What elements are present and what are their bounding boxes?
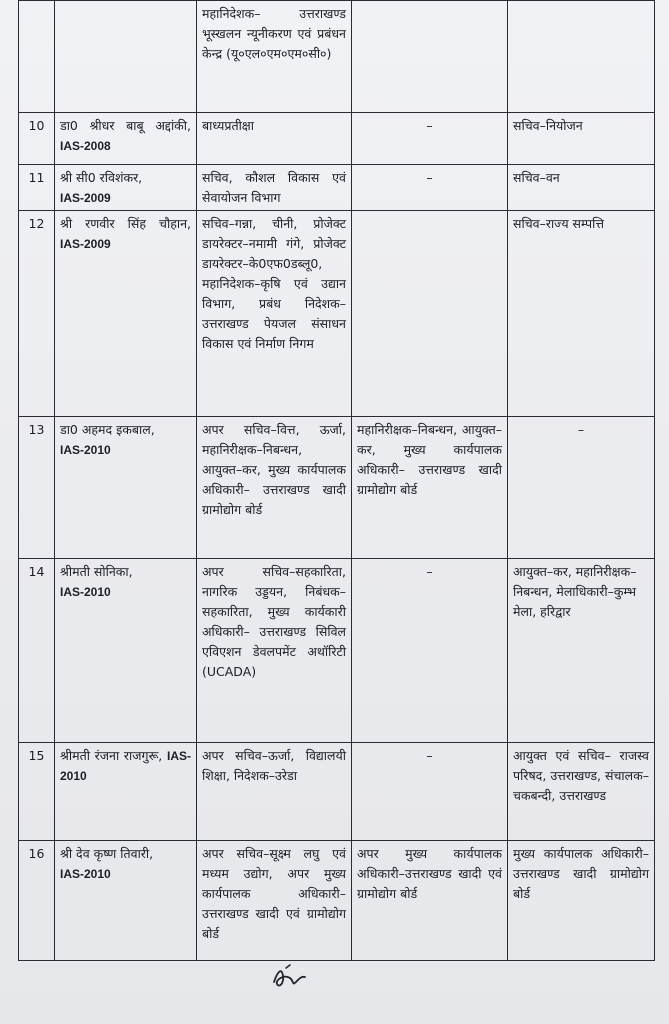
officer-name-text: श्री रणवीर सिंह चौहान, — [60, 216, 191, 231]
table-row — [19, 417, 655, 559]
serial-number — [19, 1, 55, 113]
table-row — [19, 841, 655, 961]
officer-transfer-table — [18, 0, 655, 961]
officer-name — [55, 417, 197, 559]
ias-batch: IAS-2009 — [60, 237, 111, 251]
posts-relieved — [352, 211, 508, 417]
officer-name-text: डा0 अहमद इकबाल, — [60, 422, 155, 437]
officer-name — [55, 743, 197, 841]
serial-number: 10 — [19, 113, 55, 165]
posts-relieved: – — [352, 113, 508, 165]
current-post: सचिव, कौशल विकास एवं सेवायोजन विभाग — [197, 165, 352, 211]
serial-number: 14 — [19, 559, 55, 743]
new-post: सचिव–राज्य सम्पत्ति — [508, 211, 655, 417]
officer-name-text: श्री सी0 रविशंकर, — [60, 170, 143, 185]
officer-name-text: डा0 श्रीधर बाबू अद्दांकी, — [60, 118, 191, 133]
ias-batch: IAS-2010 — [60, 585, 111, 599]
table-row — [19, 211, 655, 417]
posts-relieved: – — [352, 743, 508, 841]
officer-name — [55, 841, 197, 961]
serial-number: 12 — [19, 211, 55, 417]
ias-batch: IAS-2010 — [60, 867, 111, 881]
new-post: मुख्य कार्यपालक अधिकारी–उत्तराखण्ड खादी ग्रामोद्योग बोर्ड — [508, 841, 655, 961]
posts-relieved: अपर मुख्य कार्यपालक अधिकारी–उत्तराखण्ड खादी एवं ग्रामोद्योग बोर्ड — [352, 841, 508, 961]
officer-name — [55, 559, 197, 743]
officer-name-text: श्री देव कृष्ण तिवारी, — [60, 846, 154, 861]
current-post: सचिव–गन्ना, चीनी, प्रोजेक्ट डायरेक्टर–नमामी गंगे, प्रोजेक्ट डायरेक्टर–के0एफ0डब्लू0, महानिदेशक–कृषि एवं उद्यान विभाग, प्रबंध निदेशक–उत्तराखण्ड पेयजल संसाधन विकास एवं निर्माण निगम — [197, 211, 352, 417]
posts-relieved: – — [352, 165, 508, 211]
table-row — [19, 113, 655, 165]
serial-number: 13 — [19, 417, 55, 559]
new-post: सचिव–नियोजन — [508, 113, 655, 165]
posts-relieved — [352, 1, 508, 113]
new-post: आयुक्त–कर, महानिरीक्षक–निबन्धन, मेलाधिकारी–कुम्भ मेला, हरिद्वार — [508, 559, 655, 743]
ias-batch: IAS-2010 — [60, 749, 191, 783]
current-post: अपर सचिव–वित्त, ऊर्जा, महानिरीक्षक–निबन्धन, आयुक्त–कर, मुख्य कार्यपालक अधिकारी– उत्तराखण्ड खादी ग्रामोद्योग बोर्ड — [197, 417, 352, 559]
officer-name — [55, 1, 197, 113]
current-post: अपर सचिव–सहकारिता, नागरिक उड्डयन, निबंधक–सहकारिता, मुख्य कार्यकारी अधिकारी– उत्तराखण्ड सिविल एविएशन डेवलपमेंट अथॉरिटी (UCADA) — [197, 559, 352, 743]
new-post: – — [508, 417, 655, 559]
table-row — [19, 743, 655, 841]
officer-name-text: श्रीमती सोनिका, — [60, 564, 133, 579]
posts-relieved: – — [352, 559, 508, 743]
officer-name — [55, 165, 197, 211]
handwritten-signature-icon — [270, 962, 310, 992]
officer-name — [55, 211, 197, 417]
new-post — [508, 1, 655, 113]
officer-name-text: श्रीमती रंजना राजगुरू, — [60, 748, 163, 763]
table-row — [19, 1, 655, 113]
table-row — [19, 165, 655, 211]
posts-relieved: महानिरीक्षक–निबन्धन, आयुक्त–कर, मुख्य कार्यपालक अधिकारी– उत्तराखण्ड खादी ग्रामोद्योग बोर्ड — [352, 417, 508, 559]
serial-number: 15 — [19, 743, 55, 841]
new-post: आयुक्त एवं सचिव– राजस्व परिषद, उत्तराखण्ड, संचालक–चकबन्दी, उत्तराखण्ड — [508, 743, 655, 841]
table-row — [19, 559, 655, 743]
ias-batch: IAS-2008 — [60, 139, 111, 153]
current-post: बाध्यप्रतीक्षा — [197, 113, 352, 165]
serial-number: 11 — [19, 165, 55, 211]
ias-batch: IAS-2010 — [60, 443, 111, 457]
current-post: अपर सचिव–सूक्ष्म लघु एवं मध्यम उद्योग, अपर मुख्य कार्यपालक अधिकारी–उत्तराखण्ड खादी एवं ग्रामोद्योग बोर्ड — [197, 841, 352, 961]
serial-number: 16 — [19, 841, 55, 961]
current-post: महानिदेशक– उत्तराखण्ड भूस्खलन न्यूनीकरण एवं प्रबंधन केन्द्र (यू०एल०एम०एम०सी०) — [197, 1, 352, 113]
ias-batch: IAS-2009 — [60, 191, 111, 205]
new-post: सचिव–वन — [508, 165, 655, 211]
current-post: अपर सचिव–ऊर्जा, विद्यालयी शिक्षा, निदेशक–उरेडा — [197, 743, 352, 841]
officer-name — [55, 113, 197, 165]
